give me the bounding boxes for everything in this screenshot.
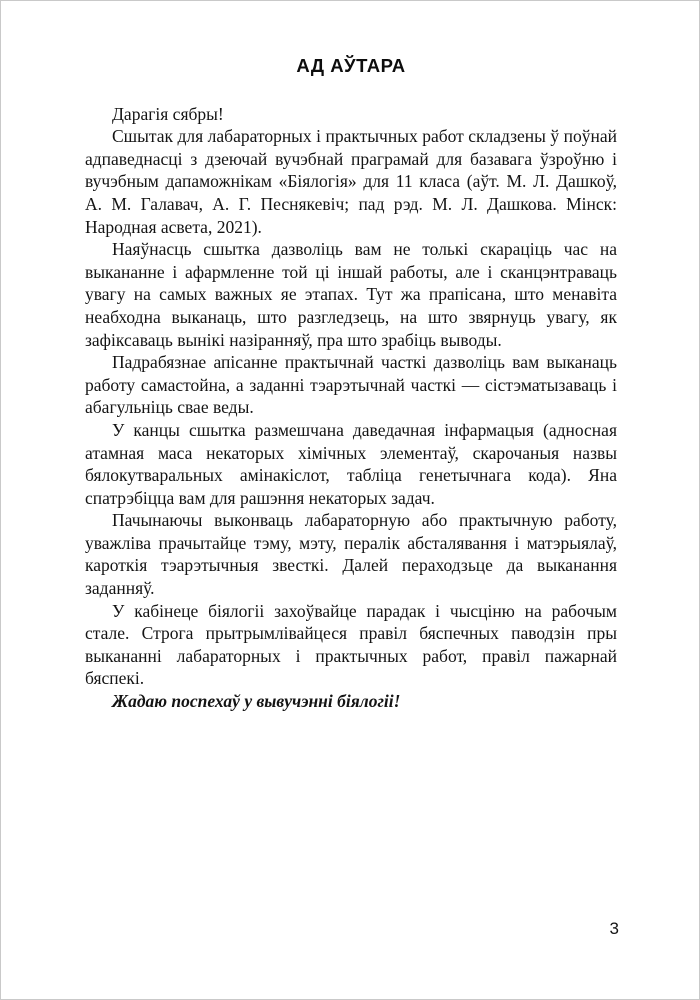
paragraph: Пачынаючы выконваць лабараторную або практычную работу, уважліва прачытайце тэму, мэту, пералік абсталявання і матэрыялаў, кароткія тэарэтычныя звесткі. Далей пераходзьце да выканання заданняў. — [85, 510, 617, 599]
paragraph: Наяўнасць сшытка дазволіць вам не толькі скараціць час на выкананне і афармленне той ці іншай работы, але і сканцэнтраваць увагу на самых важных яе этапах. Тут жа прапісана, што менавіта неабходна выканаць, што разгледзець, на што звярнуць увагу, як зафіксаваць вынікі назіранняў, пра што зрабіць выводы. — [85, 239, 617, 350]
page-title: АД АЎТАРА — [296, 55, 406, 76]
closing-line: Жадаю поспехаў у вывучэнні біялогіі! — [112, 691, 401, 712]
page-number: 3 — [609, 919, 619, 939]
paragraph: Падрабязнае апісанне практычнай часткі дазволіць вам выканаць работу самастойна, а заданні тэарэтычнай часткі — сістэматызаваць і абагульніць свае веды. — [85, 352, 617, 418]
body-text — [85, 103, 617, 713]
paragraph: Сшытак для лабараторных і практычных работ складзены ў поўнай адпаведнасці з дзеючай вучэбнай праграмай для базавага ўзроўню і вучэбным дапаможнікам «Біялогія» для 11 класа (аўт. М. Л. Дашкоў, А. М. Галавач, А. Г. Песнякевіч; пад рэд. М. Л. Дашкова. Мінск: Народная асвета, 2021). — [85, 126, 617, 237]
paragraph: Дарагія сябры! — [112, 103, 224, 124]
paragraph: У кабінеце біялогіі захоўвайце парадак і чысціню на рабочым стале. Строга прытрымлівайцеся правіл бяспечных паводзін пры выкананні лабараторных і практычных работ, правіл пажарнай бяспекі. — [85, 600, 617, 689]
paragraph: У канцы сшытка размешчана даведачная інфармацыя (адносная атамная маса некаторых хімічных элементаў, скарочаныя назвы бялокутваральных амінакіслот, табліца генетычнага кода). Яна спатрэбіцца вам для рашэння некаторых задач. — [85, 419, 617, 508]
